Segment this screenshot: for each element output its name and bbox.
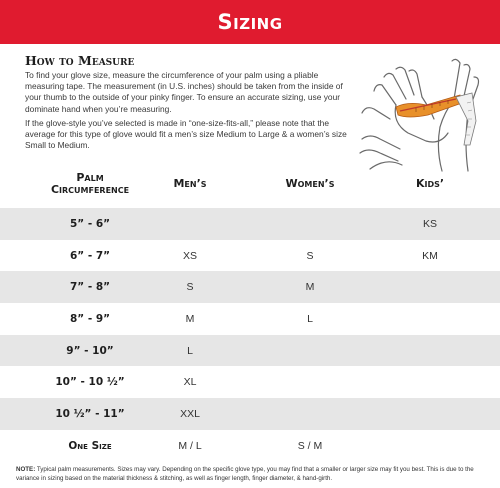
- mens-cell: M / L: [178, 439, 202, 452]
- mens-cell: XXL: [180, 407, 200, 420]
- size-table-header: [0, 172, 500, 204]
- kids-header: Kids’: [415, 177, 445, 190]
- palm-cell: 10” - 10 ½”: [55, 376, 125, 389]
- size-table-body: [0, 208, 500, 462]
- palm-cell: 6” - 7”: [69, 249, 111, 262]
- womens-cell: S: [306, 249, 314, 262]
- womens-header: Women’s: [285, 177, 335, 190]
- how-to-measure-heading: How to Measure: [25, 53, 135, 68]
- kids-cell: [370, 271, 490, 303]
- mens-cell: XS: [182, 249, 197, 262]
- how-to-measure-section: [25, 53, 355, 151]
- note-text: Typical palm measurements. Sizes may vary. Depending on the specific glove type, you may find that a smaller or larger size may fit you best. This is due to the variance in sizing based on the material thickness & stitching, as well as finger length, finger diameter, & hand-girth.: [16, 466, 474, 482]
- womens-cell: M: [305, 281, 315, 294]
- kids-cell: KS: [422, 217, 437, 230]
- sizing-note: [16, 466, 492, 484]
- womens-cell: [250, 335, 370, 367]
- palm-cell: 7” - 8”: [69, 281, 111, 294]
- mens-cell: L: [187, 344, 193, 357]
- mens-cell: S: [186, 281, 194, 294]
- palm-header-line1: Palm: [76, 171, 104, 184]
- banner-title: Sizing: [217, 10, 283, 34]
- kids-cell: [370, 398, 490, 430]
- palm-cell: 8” - 9”: [69, 312, 111, 325]
- mens-header: Men’s: [173, 177, 207, 190]
- table-row: [0, 240, 500, 272]
- mens-cell: [130, 208, 250, 240]
- palm-header-line2: Circumference: [50, 183, 130, 196]
- mens-cell: XL: [183, 376, 197, 389]
- mens-cell: M: [185, 312, 195, 325]
- table-row: [0, 208, 500, 240]
- womens-cell: [250, 398, 370, 430]
- one-size-note: If the glove-style you’ve selected is made in “one-size-fits-all,” please note that the average for this type of glove would fit a men’s size Medium to Large & a women’s size Small to Medium.: [25, 117, 347, 151]
- note-label: NOTE:: [16, 466, 36, 473]
- table-row: [0, 335, 500, 367]
- sizing-banner: [0, 0, 500, 44]
- womens-cell: S / M: [297, 439, 323, 452]
- kids-cell: [370, 303, 490, 335]
- womens-cell: [250, 366, 370, 398]
- palm-cell: One Size: [68, 439, 112, 452]
- measure-instructions: To find your glove size, measure the circumference of your palm using a pliable measuring tape. The measurement (in U.S. inches) should be taken from the inside of your thumb to the outside of your pinky finger. To ensure an accurate sizing, use your dominate hand when you’re measuring.: [25, 70, 343, 114]
- table-row: [0, 430, 500, 462]
- kids-cell: KM: [422, 249, 438, 262]
- table-row: [0, 398, 500, 430]
- womens-cell: [250, 208, 370, 240]
- table-row: [0, 366, 500, 398]
- womens-cell: L: [307, 312, 313, 325]
- hand-measuring-tape-icon: [356, 53, 486, 173]
- table-row: [0, 271, 500, 303]
- kids-cell: [370, 366, 490, 398]
- palm-cell: 9” - 10”: [66, 344, 114, 357]
- table-row: [0, 303, 500, 335]
- palm-cell: 10 ½” - 11”: [55, 407, 125, 420]
- kids-cell: [370, 335, 490, 367]
- palm-cell: 5” - 6”: [69, 217, 111, 230]
- kids-cell: [370, 430, 490, 462]
